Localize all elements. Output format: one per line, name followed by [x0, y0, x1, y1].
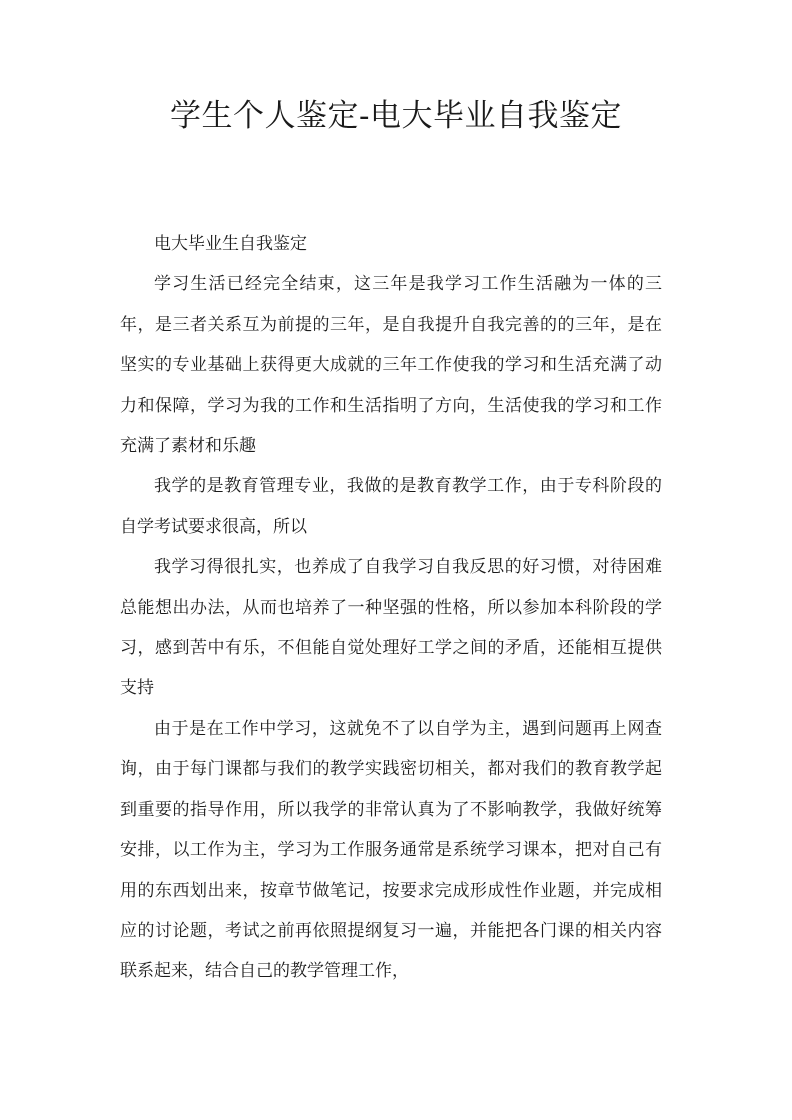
document-title: 学生个人鉴定-电大毕业自我鉴定 [170, 98, 622, 134]
paragraph-heading: 电大毕业生自我鉴定 [154, 234, 307, 254]
paragraph: 学习生活已经完全结束，这三年是我学习工作生活融为一体的三年，是三者关系互为前提的三年，是自我提升自我完善的的三年，是在坚实的专业基础上获得更大成就的三年工作使我的学习和生活充满了动力和保障，学习为我的工作和生活指明了方向，生活使我的学习和工作充满了素材和乐趣 [120, 274, 662, 457]
paragraph: 我学的是教育管理专业，我做的是教育教学工作，由于专科阶段的自学考试要求很高，所以 [120, 476, 662, 537]
paragraph: 由于是在工作中学习，这就免不了以自学为主，遇到问题再上网查询，由于每门课都与我们的教学实践密切相关，都对我们的教育教学起到重要的指导作用，所以我学的非常认真为了不影响教学，我做好统筹安排，以工作为主，学习为工作服务通常是系统学习课本，把对自己有用的东西划出来，按章节做笔记，按要求完成形成性作业题，并完成相应的讨论题，考试之前再依照提纲复习一遍，并能把各门课的相关内容联系起来，结合自己的教学管理工作， [120, 718, 662, 982]
paragraph: 我学习得很扎实，也养成了自我学习自我反思的好习惯，对待困难总能想出办法，从而也培养了一种坚强的性格，所以参加本科阶段的学习，感到苦中有乐，不但能自觉处理好工学之间的矛盾，还能相互提供支持 [120, 557, 662, 699]
document-body [120, 224, 662, 992]
